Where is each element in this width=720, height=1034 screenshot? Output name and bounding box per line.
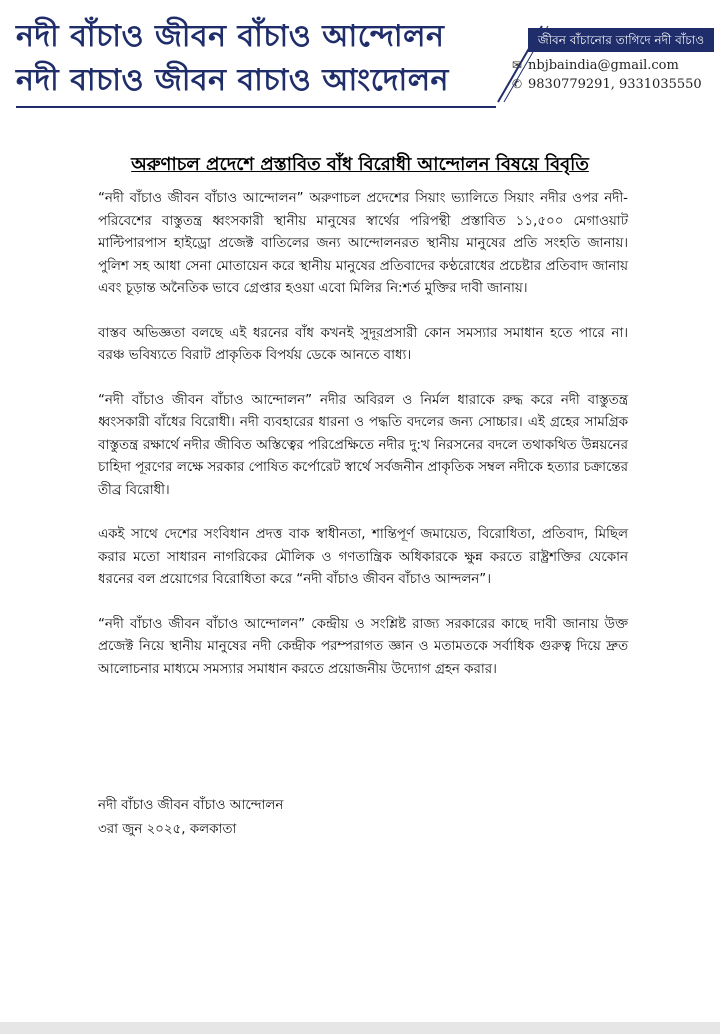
envelope-icon: ✉ — [511, 58, 523, 72]
phone-row — [510, 75, 710, 94]
paragraph-2: বাস্তব অভিজ্ঞতা বলছে এই ধরনের বাঁধ কখনই সুদূরপ্রসারী কোন সমস্যার সমাধান হতে পারে না। বরঞ্চ ভবিষ্যতে বিরাট প্রাকৃতিক বিপর্যয় ডেকে আনতে বাধ্য। — [98, 325, 628, 363]
email-text: nbjbaindia@gmail.com — [528, 58, 679, 73]
email-row — [510, 56, 710, 75]
statement-title: অরুণাচল প্রদেশে প্রস্তাবিত বাঁধ বিরোধী আন্দোলন বিষয়ে বিবৃতি — [131, 154, 589, 175]
letterhead-rule — [16, 106, 496, 108]
org-name-bengali-alt: নদী বাচাও জীবন বাচাও আংদোলন — [16, 63, 449, 98]
paragraph-1: “নদী বাঁচাও জীবন বাঁচাও আন্দোলন” অরুণাচল প্রদেশের সিয়াং ভ্যালিতে সিয়াং নদীর ওপর নদী-পরিবেশের বাস্তুতন্ত্র ধ্বংসকারী স্থানীয় মানুষের স্বার্থের পরিপন্থী প্রস্তাবিত ১১,৫০০ মেগাওয়াট মাল্টিপারপাস হাইড্রো প্রজেক্ট বাতিলের জন্য আন্দোলনরত স্থানীয় মানুষের প্রতি সংহতি জানায়। পুলিশ সহ আধা সেনা মোতায়েন করে স্থানীয় মানুষের প্রতিবাদের কণ্ঠরোধের প্রচেষ্টার প্রতিবাদ জানায় এবং চূড়ান্ত অনৈতিক ভাবে গ্রেপ্তার হওয়া এবো মিলির নি:শর্ত মুক্তির দাবী জানায়। — [98, 191, 628, 296]
org-name-bengali: নদী বাঁচাও জীবন বাঁচাও আন্দোলন — [16, 19, 445, 54]
paragraph-4: একই সাথে দেশের সংবিধান প্রদত্ত বাক স্বাধীনতা, শান্তিপূর্ণ জমায়েত, বিরোধিতা, প্রতিবাদ, মিছিল করার মতো সাধারন নাগরিকের মৌলিক ও গণতান্ত্রিক অধিকারকে ক্ষুন্ন করতে রাষ্ট্রশক্তির যেকোন ধরনের বল প্রয়োগের বিরোধিতা করে “নদী বাঁচাও জীবন বাঁচাও আন্দলন”। — [98, 527, 628, 587]
signature-date-place: ৩রা জুন ২০২৫, কলকাতা — [98, 822, 237, 837]
paragraph-3: “নদী বাঁচাও জীবন বাঁচাও আন্দোলন” নদীর অবিরল ও নির্মল ধারাকে রুদ্ধ করে নদী বাস্তুতন্ত্র ধ্বংসকারী বাঁধের বিরোধী। নদী ব্যবহারের ধারনা ও পদ্ধতি বদলের জন্য সোচ্চার। এই গ্রহের সামগ্রিক বাস্তুতন্ত্র রক্ষার্থে নদীর জীবিত অস্তিত্বের পরিপ্রেক্ষিতে নদীর দু:খ নিরসনের বদলে তথাকথিত উন্নয়নের চাহিদা পূরণের লক্ষে সরকার পোষিত কর্পোরেট স্বার্থে সর্বজনীন প্রাকৃতিক সম্বল নদীকে হত্যার চক্রান্তের তীব্র বিরোধী। — [98, 392, 628, 498]
phone-icon: ✆ — [511, 77, 523, 91]
contact-block — [510, 56, 710, 94]
letterhead — [0, 0, 720, 112]
phone-text: 9830779291, 9331035550 — [528, 77, 702, 92]
statement-body — [98, 188, 628, 703]
paragraph-5: “নদী বাঁচাও জীবন বাঁচাও আন্দোলন” কেন্দ্রীয় ও সংশ্লিষ্ট রাজ্য সরকারের কাছে দাবী জানায় উক্ত প্রজেক্ট নিয়ে স্থানীয় মানুষের নদী কেন্দ্রীক পরম্পরাগত জ্ঞান ও মতামতকে সর্বাধিক গুরুত্ব দিয়ে দ্রুত আলোচনার মাধ্যমে সমস্যার সমাধান করতে প্রয়োজনীয় উদ্যোগ গ্রহন করার। — [98, 616, 628, 677]
signature-org: নদী বাঁচাও জীবন বাঁচাও আন্দোলন — [98, 798, 284, 813]
page-bottom-edge — [0, 1022, 720, 1034]
signature-block — [98, 794, 498, 842]
org-slogan: জীবন বাঁচানোর তাগিদে নদী বাঁচাও — [528, 28, 714, 52]
